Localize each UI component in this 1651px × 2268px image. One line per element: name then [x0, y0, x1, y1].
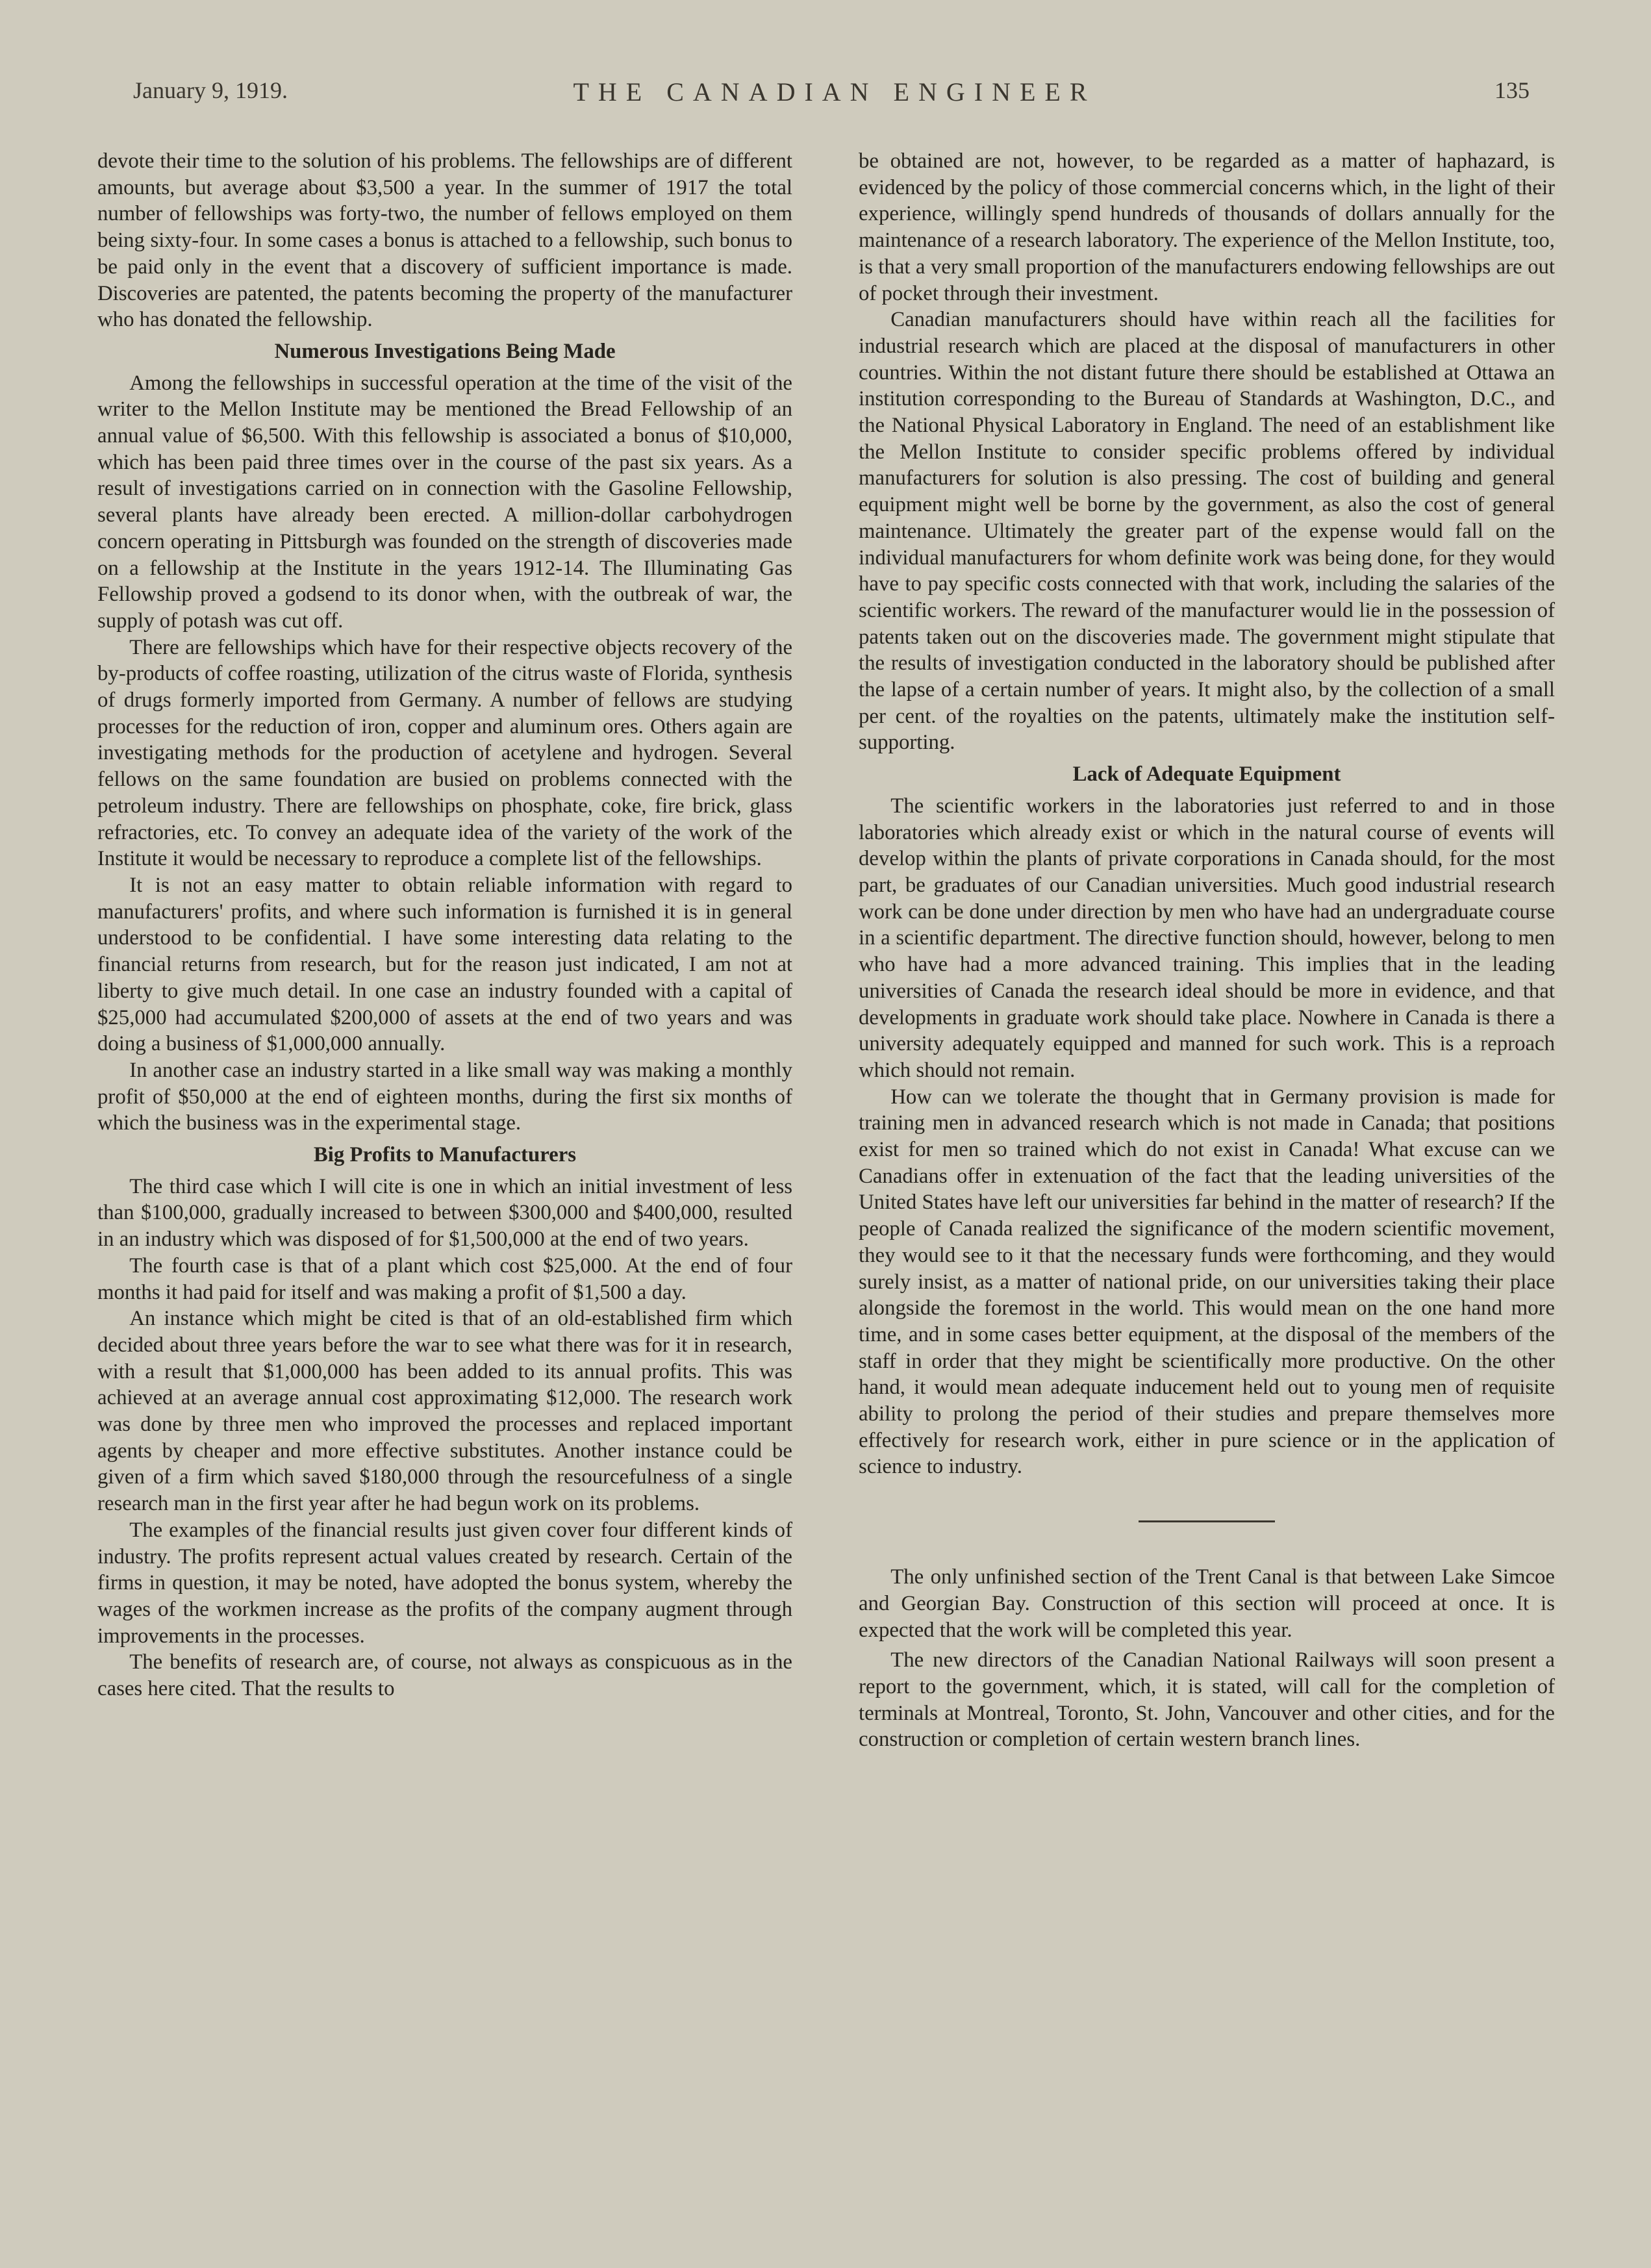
issue-date: January 9, 1919.	[133, 77, 288, 103]
news-item: The only unfinished section of the Trent Canal is that between Lake Simcoe and Georgian Bay. Construction of this section will proceed at once. It is expected that the work will be completed this year.	[859, 1565, 1555, 1642]
paragraph: be obtained are not, however, to be regarded as a matter of haphazard, is evidenced by the policy of those commercial concerns which, in the light of their experience, willingly spend hundreds of thousands of dollars annually for the maintenance of a research laboratory. The experience of the Mellon Institute, too, is that a very small proportion of the manufacturers endowing fellowships are out of pocket through their investment.	[859, 149, 1555, 305]
left-column	[97, 148, 792, 1702]
paragraph: In another case an industry started in a like small way was making a monthly profit of $50,000 at the end of eighteen months, during the first six months of which the business was in the experimental stage.	[97, 1058, 792, 1135]
section-heading: Lack of Adequate Equipment	[1072, 762, 1341, 787]
news-item: The new directors of the Canadian National Railways will soon present a report to the government, which, it is stated, will call for the completion of terminals at Montreal, Toronto, St. John, Vancouver and other cities, and for the construction or completion of certain western branch lines.	[859, 1648, 1555, 1752]
page-number: 135	[1494, 77, 1530, 103]
paragraph: The third case which I will cite is one in which an initial investment of less than $100,000, gradually increased to between $300,000 and $400,000, resulted in an industry which was disposed of for $1,500,000 at the end of two years.	[97, 1174, 792, 1252]
page-header	[133, 77, 1530, 116]
paragraph: There are fellowships which have for their respective objects recovery of the by-products of coffee roasting, utilization of the citrus waste of Florida, synthesis of drugs formerly imported from Germany. A number of fellows are studying processes for the reduction of iron, copper and aluminum ores. Others again are investigating methods for the production of acetylene and hydrogen. Several fellows on the same foundation are busied on problems connected with the petroleum industry. There are fellowships on phosphate, coke, fire brick, glass refractories, etc. To convey an adequate idea of the variety of the work of the Institute it would be necessary to reproduce a complete list of the fellowships.	[97, 635, 792, 871]
paragraph: An instance which might be cited is that of an old-established firm which decided about three years before the war to see what there was for it in research, with a result that $1,000,000 has been added to its annual profits. This was achieved at an average annual cost approximating $12,000. The research work was done by three men who improved the processes and replaced important agents by cheaper and more effective substitutes. Another instance could be given of a firm which saved $180,000 through the resourcefulness of a single research man in the first year after he had begun work on its problems.	[97, 1307, 792, 1516]
paragraph: Canadian manufacturers should have within reach all the facilities for industrial research which are placed at the disposal of manufacturers in other countries. Within the not distant future there should be established at Ottawa an institution corresponding to the Bureau of Standards at Washington, D.C., and the National Physical Laboratory in England. The need of an establishment like the Mellon Institute to consider specific problems offered by individual manufacturers for solution is also pressing. The cost of building and general equipment might well be borne by the government, as also the cost of general maintenance. Ultimately the greater part of the expense would fall on the individual manufacturers for whom definite work was being done, for they would have to pay specific costs connected with that work, including the salaries of the scientific workers. The reward of the manufacturer would lie in the possession of patents taken out on the discoveries made. The government might stipulate that the results of investigation conducted in the laboratory should be published after the lapse of a certain number of years. It might also, by the collection of a small per cent. of the royalties on the patents, ultimately make the institution self-supporting.	[859, 308, 1555, 755]
journal-title: THE CANADIAN ENGINEER	[573, 77, 1096, 107]
paragraph: devote their time to the solution of his problems. The fellowships are of different amounts, but average about $3,500 a year. In the summer of 1917 the total number of fellowships was forty-two, the number of fellows employed on them being sixty-four. In some cases a bonus is attached to a fellowship, such bonus to be paid only in the event that a discovery of sufficient importance is made. Discoveries are patented, the patents becoming the property of the manufacturer who has donated the fellowship.	[97, 149, 792, 332]
section-heading: Numerous Investigations Being Made	[274, 339, 616, 363]
right-column	[859, 148, 1555, 1753]
paragraph: It is not an easy matter to obtain reliable information with regard to manufacturers' profits, and where such information is furnished it is in general understood to be confidential. I have some interesting data relating to the financial returns from research, but for the reason just indicated, I am not at liberty to give much detail. In one case an industry founded with a capital of $25,000 had accumulated $200,000 of assets at the end of two years and was doing a business of $1,000,000 annually.	[97, 873, 792, 1056]
section-heading: Big Profits to Manufacturers	[313, 1143, 577, 1167]
paragraph: How can we tolerate the thought that in Germany provision is made for training men in advanced research which is not made in Canada; that positions exist for men so trained which do not exist in Canada! What excuse can we Canadians offer in extenuation of the fact that the leading universities of the United States have left our universities far behind in the matter of research? If the people of Canada realized the significance of the modern scientific movement, they would see to it that the necessary funds were forthcoming, and they would surely insist, as a matter of national pride, on our universities taking their place alongside the foremost in the world. This would mean on the one hand more time, and in some cases better equipment, at the disposal of the members of the staff in order that they might be scientifically more productive. On the other hand, it would mean adequate inducement held out to young men of requisite ability to prolong the period of their studies and prepare themselves more effectively for research work, either in pure science or in the application of science to industry.	[859, 1085, 1555, 1479]
section-divider	[1139, 1520, 1275, 1522]
paragraph: The fourth case is that of a plant which cost $25,000. At the end of four months it had paid for itself and was making a profit of $1,500 a day.	[97, 1254, 792, 1304]
paragraph: Among the fellowships in successful operation at the time of the visit of the writer to the Mellon Institute may be mentioned the Bread Fellowship of an annual value of $6,500. With this fellowship is associated a bonus of $10,000, which has been paid three times over in the course of the past six years. As a result of investigations carried on in connection with the Gasoline Fellowship, several plants have already been erected. A million-dollar carbohydrogen concern operating in Pittsburgh was founded on the strength of discoveries made on a fellowship at the Institute in the years 1912-14. The Illuminating Gas Fellowship proved a godsend to its donor when, with the outbreak of war, the supply of potash was cut off.	[97, 371, 792, 633]
paragraph: The benefits of research are, of course, not always as conspicuous as in the cases here cited. That the results to	[97, 1650, 792, 1701]
paragraph: The scientific workers in the laboratories just referred to and in those laboratories which already exist or which in the natural course of events will develop within the plants of private corporations in Canada should, for the most part, be graduates of our Canadian universities. Much good industrial research work can be done under direction by men who have had an undergraduate course in a scientific department. The directive function should, however, belong to men who have had a more advanced training. This implies that in the leading universities of Canada the research ideal should be more in evidence, and that developments in graduate work should take place. Nowhere in Canada is there a university adequately equipped and manned for such work. This is a reproach which should not remain.	[859, 794, 1555, 1082]
paragraph: The examples of the financial results just given cover four different kinds of industry. The profits represent actual values created by research. Certain of the firms in question, it may be noted, have adopted the bonus system, whereby the wages of the workmen increase as the profits of the company augment through improvements in the processes.	[97, 1518, 792, 1648]
